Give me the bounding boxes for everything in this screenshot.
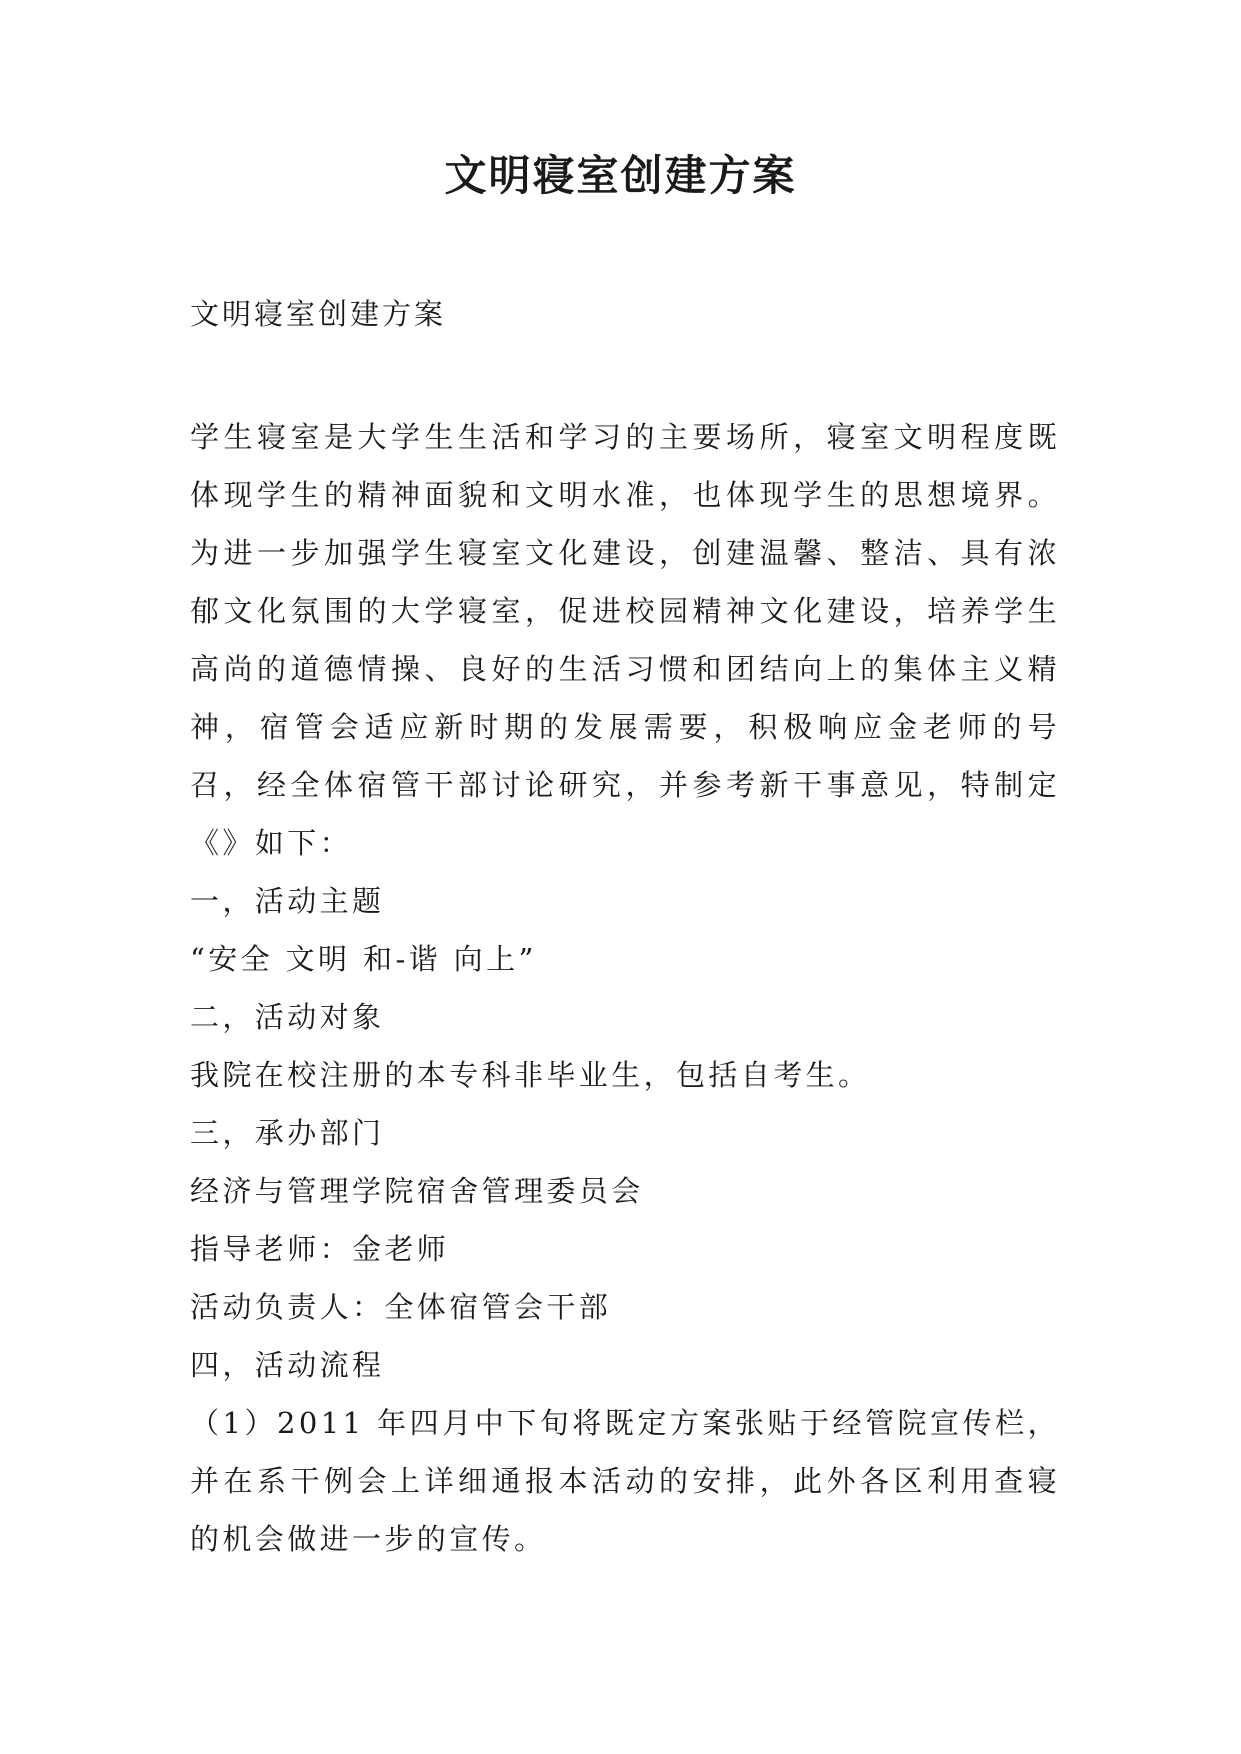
process-step-1-text: （1）2011 年四月中下旬将既定方案张贴于经管院宣传栏，并在系干例会上详细通报本活动的安排，此外各区利用查寝的机会做进一步的宣传。: [190, 1406, 1060, 1556]
document-subtitle: 文明寝室创建方案: [190, 297, 447, 331]
section-heading-organizer: 三，承办部门: [190, 1116, 385, 1150]
section-heading-audience: 二，活动对象: [190, 1000, 385, 1034]
activity-theme-text: “安全 文明 和-谐 向上”: [190, 942, 537, 976]
intro-paragraph: 学生寝室是大学生生活和学习的主要场所，寝室文明程度既体现学生的精神面貌和文明水准，也体现学生的思想境界。为进一步加强学生寝室文化建设，创建温馨、整洁、具有浓郁文化氛围的大学寝室，促进校园精神文化建设，培养学生高尚的道德情操、良好的生活习惯和团结向上的集体主义精神，宿管会适应新时期的发展需要，积极响应金老师的号召，经全体宿管干部讨论研究，并参考新干事意见，特制定《》如下：: [190, 420, 1060, 860]
activity-audience-text: 我院在校注册的本专科非毕业生，包括自考生。: [190, 1058, 871, 1092]
organizer-advisor-text: 指导老师：金老师: [190, 1232, 450, 1266]
section-heading-process: 四，活动流程: [190, 1348, 385, 1382]
document-body: [190, 408, 1060, 1568]
document-title: 文明寝室创建方案: [444, 151, 797, 200]
organizer-leader-text: 活动负责人：全体宿管会干部: [190, 1290, 612, 1324]
section-heading-theme: 一，活动主题: [190, 884, 385, 918]
organizer-department-text: 经济与管理学院宿舍管理委员会: [190, 1174, 644, 1208]
